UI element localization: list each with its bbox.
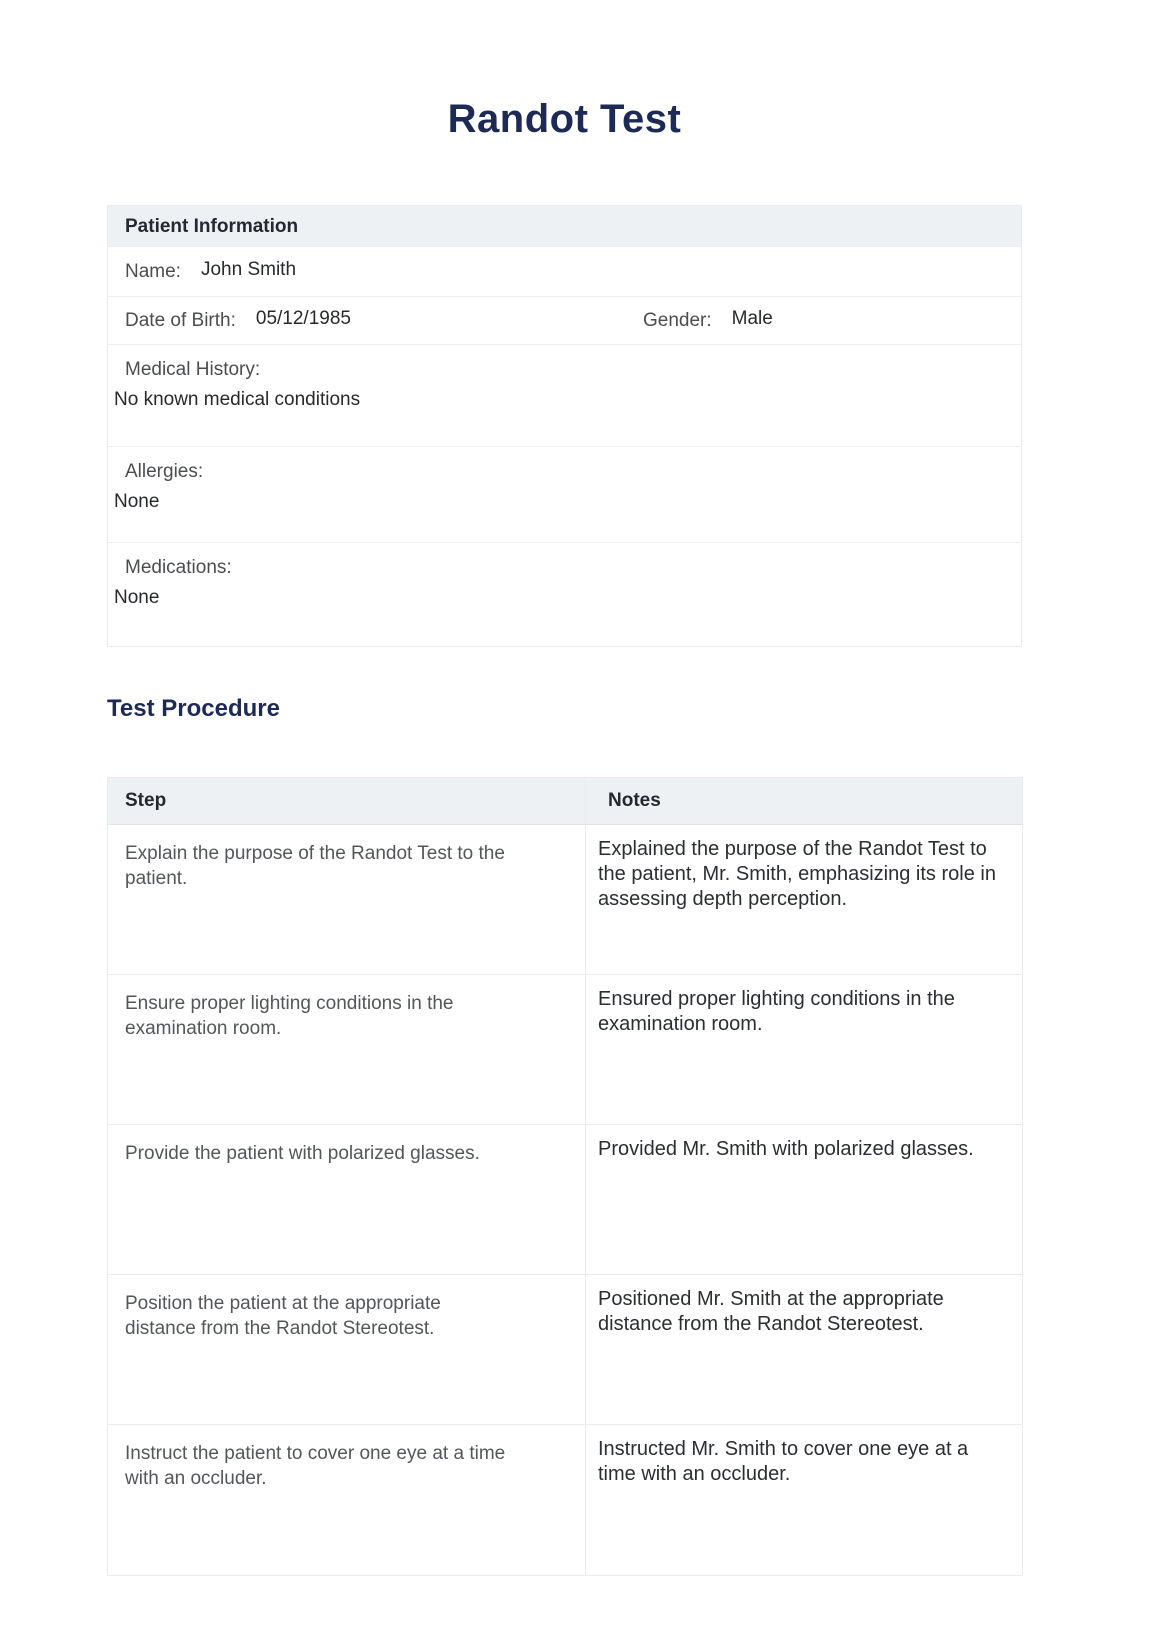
allergies-label: Allergies: [125, 461, 204, 482]
notes-cell: Ensured proper lighting conditions in the examination room. [586, 975, 1023, 1125]
document-body [107, 0, 1022, 1576]
test-procedure-table [107, 777, 1023, 1576]
gender-field [626, 297, 773, 344]
allergies-value: None [114, 491, 160, 512]
step-cell: Instruct the patient to cover one eye at a time with an occluder. [108, 1425, 586, 1576]
table-row [108, 1275, 1023, 1425]
page-title: Randot Test [447, 97, 682, 141]
table-header-row [108, 778, 1023, 825]
notes-cell: Explained the purpose of the Randot Test to the patient, Mr. Smith, emphasizing its role in assessing depth perception. [586, 825, 1023, 975]
notes-column-header: Notes [586, 778, 1023, 825]
medical-history-row [108, 344, 1021, 446]
step-cell: Explain the purpose of the Randot Test to the patient. [108, 825, 586, 975]
medications-value: None [114, 587, 160, 608]
name-label: Name: [125, 260, 181, 282]
medications-row [108, 542, 1021, 646]
notes-cell: Instructed Mr. Smith to cover one eye at a time with an occluder. [586, 1425, 1023, 1576]
table-row [108, 975, 1023, 1125]
table-row [108, 825, 1023, 975]
patient-dob-gender-row [108, 296, 1021, 344]
allergies-row [108, 446, 1021, 542]
patient-name-row [108, 246, 1021, 296]
medications-label: Medications: [125, 557, 232, 578]
patient-info-header: Patient Information [108, 206, 1021, 246]
test-procedure-heading: Test Procedure [107, 695, 280, 722]
step-cell: Provide the patient with polarized glasses. [108, 1125, 586, 1275]
dob-value: 05/12/1985 [255, 307, 351, 329]
step-cell: Ensure proper lighting conditions in the examination room. [108, 975, 586, 1125]
table-row [108, 1425, 1023, 1576]
step-cell: Position the patient at the appropriate distance from the Randot Stereotest. [108, 1275, 586, 1425]
medical-history-value: No known medical conditions [114, 389, 361, 410]
patient-info-section [107, 205, 1022, 647]
notes-cell: Positioned Mr. Smith at the appropriate distance from the Randot Stereotest. [586, 1275, 1023, 1425]
gender-value: Male [731, 307, 773, 329]
dob-label: Date of Birth: [125, 309, 236, 331]
table-row [108, 1125, 1023, 1275]
step-column-header: Step [108, 778, 586, 825]
medical-history-label: Medical History: [125, 359, 261, 380]
name-value: John Smith [200, 258, 297, 280]
notes-cell: Provided Mr. Smith with polarized glasses. [586, 1125, 1023, 1275]
gender-label: Gender: [643, 309, 712, 331]
